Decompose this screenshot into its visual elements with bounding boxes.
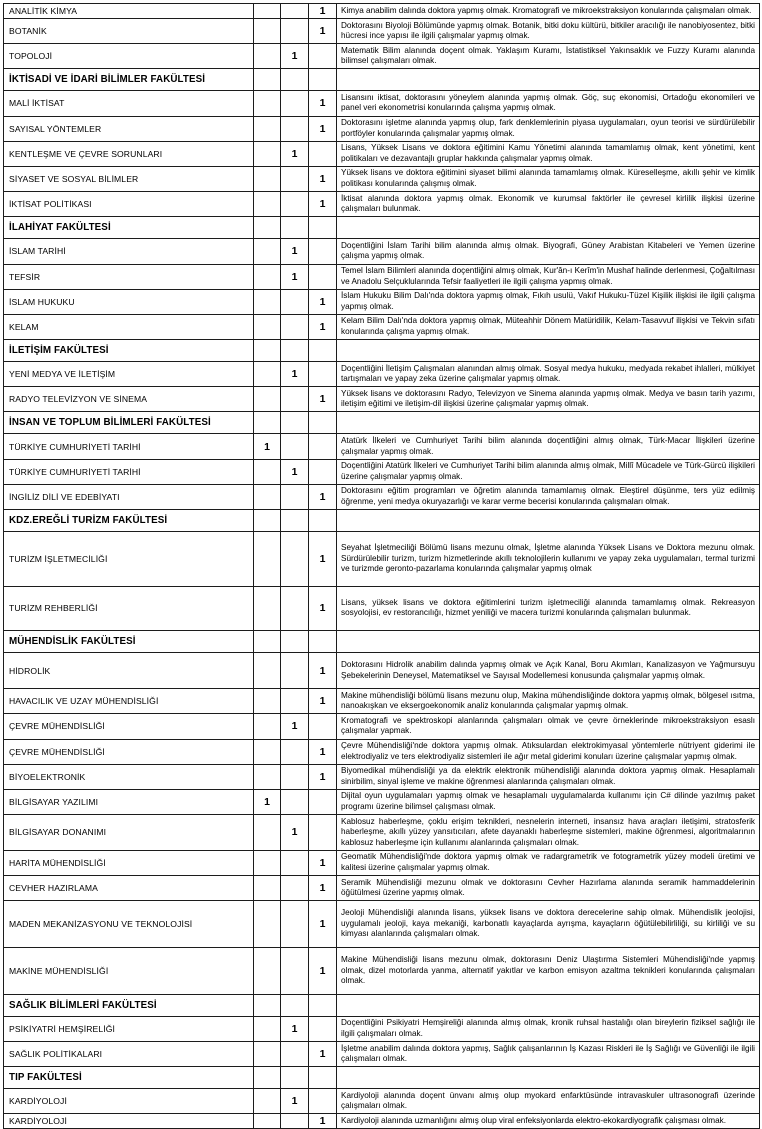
requirements-cell: İktisat alanında doktora yapmış olmak. Ekonomik ve kurumsal faktörler ile çevresel kirlilik ilişkisi üzerine çalışmaları bulunmak.: [337, 192, 760, 217]
position-count-cell-1: [254, 459, 281, 484]
requirements-cell: Kardiyoloji alanında doçent ünvanı almış olup myokard enfarktüsünde intravaskuler ultrasonografi üzerinde çalışmaları olmak.: [337, 1089, 760, 1114]
department-row: [4, 239, 760, 264]
position-count-cell-3: 1: [309, 850, 337, 875]
position-count-cell-2: 1: [281, 714, 309, 739]
position-count-cell-2: [281, 192, 309, 217]
requirements-cell: [337, 510, 760, 532]
position-count-cell-1: 1: [254, 789, 281, 814]
faculty-section-row: [4, 340, 760, 362]
requirements-cell: [337, 994, 760, 1016]
department-row: [4, 850, 760, 875]
position-count-cell-3: [309, 264, 337, 289]
position-count-cell-2: [281, 1067, 309, 1089]
position-count-cell-3: [309, 714, 337, 739]
position-count-cell-1: [254, 1114, 281, 1129]
department-name-cell: SAĞLIK POLİTİKALARI: [4, 1042, 254, 1067]
requirements-cell: Doktorasını Hidrolik anabilim dalında yapmış olmak ve Açık Kanal, Boru Akımları, Kanalizasyon ve Yağmursuyu Şebekelerinin Deneysel, Matematiksel ve Sayısal Modellemesi konusunda çalışmalar yapmış olmak.: [337, 652, 760, 688]
position-count-cell-1: [254, 1042, 281, 1067]
department-name-cell: İNGİLİZ DİLİ VE EDEBİYATI: [4, 484, 254, 509]
position-count-cell-2: 1: [281, 264, 309, 289]
position-count-cell-2: [281, 510, 309, 532]
department-row: [4, 44, 760, 69]
requirements-cell: [337, 217, 760, 239]
department-row: [4, 141, 760, 166]
department-name-cell: MALİ İKTİSAT: [4, 91, 254, 116]
department-name-cell: PSİKİYATRİ HEMŞİRELİĞİ: [4, 1016, 254, 1041]
position-count-cell-2: [281, 630, 309, 652]
position-count-cell-1: [254, 412, 281, 434]
position-count-cell-3: [309, 340, 337, 362]
department-name-cell: HAVACILIK VE UZAY MÜHENDİSLİĞİ: [4, 689, 254, 714]
department-name-cell: KARDİYOLOJİ: [4, 1089, 254, 1114]
requirements-cell: [337, 340, 760, 362]
position-count-cell-2: [281, 789, 309, 814]
position-count-cell-1: [254, 948, 281, 995]
position-count-cell-2: 1: [281, 239, 309, 264]
department-name-cell: İSLAM HUKUKU: [4, 289, 254, 314]
department-name-cell: TOPOLOJİ: [4, 44, 254, 69]
position-count-cell-2: [281, 91, 309, 116]
requirements-cell: Doçentliğini Atatürk İlkeleri ve Cumhuriyet Tarihi bilim alanında almış olmak, Millî Mücadele ve Türk-Gürcü ilişkileri üzerine çalışmalar yapmış olmak.: [337, 459, 760, 484]
department-name-cell: MADEN MEKANİZASYONU VE TEKNOLOJİSİ: [4, 901, 254, 948]
position-count-cell-1: [254, 69, 281, 91]
position-count-cell-3: [309, 1016, 337, 1041]
position-count-cell-3: 1: [309, 314, 337, 339]
position-count-cell-3: [309, 44, 337, 69]
requirements-cell: Doçentliğini İslam Tarihi bilim alanında almış olmak. Biyografi, Güney Arabistan Kitabeleri ve Yemen üzerine çalışma yapmış olmak.: [337, 239, 760, 264]
department-name-cell: RADYO TELEVİZYON VE SİNEMA: [4, 387, 254, 412]
department-row: [4, 789, 760, 814]
position-count-cell-3: [309, 362, 337, 387]
requirements-cell: Kardiyoloji alanında uzmanlığını almış olup viral enfeksiyonlarda elektro-ekokardiyografik çalışması olmak.: [337, 1114, 760, 1129]
position-count-cell-3: 1: [309, 4, 337, 19]
department-name-cell: HİDROLİK: [4, 652, 254, 688]
requirements-cell: Jeoloji Mühendisliği alanında lisans, yüksek lisans ve doktora derecelerine sahip olmak. Mühendislik jeolojisi, uygulamalı jeoloji, kaya mekaniği, karbonatlı kayaçlarda ayrışma, kayaçların öğütülebilirliliği, su kirliliği ve su kimyası alanlarında çalışmaları olmak.: [337, 901, 760, 948]
position-count-cell-1: [254, 630, 281, 652]
department-row: [4, 116, 760, 141]
requirements-cell: Doçentliğini Psikiyatri Hemşireliği alanında almış olmak, kronik ruhsal hastalığı olan bireylerin fiziksel sağlığı ile ilgili çalışmaları olmak.: [337, 1016, 760, 1041]
department-row: [4, 586, 760, 630]
department-name-cell: BOTANİK: [4, 19, 254, 44]
department-name-cell: BİYOELEKTRONİK: [4, 764, 254, 789]
department-name-cell: İKTİSAT POLİTİKASI: [4, 192, 254, 217]
position-count-cell-1: [254, 815, 281, 851]
department-name-cell: TÜRKİYE CUMHURİYETİ TARİHİ: [4, 459, 254, 484]
department-name-cell: YENİ MEDYA VE İLETİŞİM: [4, 362, 254, 387]
department-name-cell: HARİTA MÜHENDİSLİĞİ: [4, 850, 254, 875]
requirements-cell: Kelam Bilim Dalı'nda doktora yapmış olmak, Müteahhir Dönem Matüridilik, Kelam-Tasavvuf ilişkisi ve Tekvin sıfatı konularında çalışma yapmış olmak.: [337, 314, 760, 339]
position-count-cell-2: [281, 901, 309, 948]
department-name-cell: SİYASET VE SOSYAL BİLİMLER: [4, 166, 254, 191]
position-count-cell-1: [254, 217, 281, 239]
faculty-name-cell: SAĞLIK BİLİMLERİ FAKÜLTESİ: [4, 994, 254, 1016]
requirements-cell: [337, 1067, 760, 1089]
department-row: [4, 714, 760, 739]
position-count-cell-1: [254, 340, 281, 362]
position-count-cell-2: [281, 340, 309, 362]
position-count-cell-2: [281, 850, 309, 875]
position-count-cell-3: 1: [309, 1042, 337, 1067]
department-row: [4, 876, 760, 901]
requirements-cell: Matematik Bilim alanında doçent olmak. Yaklaşım Kuramı, İstatistiksel Yakınsaklık ve Fuzzy Kuramı alanında bilimsel çalışmaları olmak.: [337, 44, 760, 69]
faculty-section-row: [4, 69, 760, 91]
position-count-cell-1: [254, 1067, 281, 1089]
position-count-cell-2: [281, 19, 309, 44]
table-body: [4, 4, 760, 1129]
requirements-cell: Geomatik Mühendisliği'nde doktora yapmış olmak ve radargrametrik ve fotogrametrik yüzey modeli üretimi ve kalitesi üzerine çalışmalar yapmış olmak.: [337, 850, 760, 875]
position-count-cell-2: [281, 314, 309, 339]
department-name-cell: ÇEVRE MÜHENDİSLİĞİ: [4, 739, 254, 764]
position-count-cell-2: [281, 652, 309, 688]
position-count-cell-1: [254, 510, 281, 532]
faculty-name-cell: İNSAN VE TOPLUM BİLİMLERİ FAKÜLTESİ: [4, 412, 254, 434]
requirements-cell: Dijital oyun uygulamaları yapmış olmak ve hesaplamalı uygulamalarda kullanımı için C# dilinde yazılmış paket programı üzerine bilimsel çalışması olmak.: [337, 789, 760, 814]
position-count-cell-2: [281, 412, 309, 434]
department-row: [4, 362, 760, 387]
position-count-cell-3: [309, 789, 337, 814]
department-row: [4, 815, 760, 851]
position-count-cell-2: [281, 69, 309, 91]
position-count-cell-2: 1: [281, 362, 309, 387]
department-name-cell: TURİZM İŞLETMECİLİĞİ: [4, 532, 254, 587]
faculty-section-row: [4, 412, 760, 434]
requirements-cell: Çevre Mühendisliği'nde doktora yapmış olmak. Atıksulardan elektrokimyasal yöntemlerle nütriyent giderimi ile elektrodiyaliz ve ters elektrodiyaliz sistemleri ile ağır metal giderimi konuları üzerine çalışmalar yapmış olmak.: [337, 739, 760, 764]
position-count-cell-1: [254, 91, 281, 116]
department-row: [4, 764, 760, 789]
department-name-cell: MAKİNE MÜHENDİSLİĞİ: [4, 948, 254, 995]
position-count-cell-1: [254, 1089, 281, 1114]
position-count-cell-2: [281, 4, 309, 19]
position-count-cell-2: [281, 1042, 309, 1067]
department-row: [4, 948, 760, 995]
position-count-cell-3: [309, 510, 337, 532]
requirements-cell: Seramik Mühendisliği mezunu olmak ve doktorasını Cevher Hazırlama alanında seramik hammaddelerinin öğütülmesi üzerine yapmış olmak.: [337, 876, 760, 901]
position-count-cell-3: 1: [309, 689, 337, 714]
academic-positions-table: [3, 3, 760, 1129]
position-count-cell-2: [281, 586, 309, 630]
faculty-name-cell: İLAHİYAT FAKÜLTESİ: [4, 217, 254, 239]
department-row: [4, 901, 760, 948]
position-count-cell-2: [281, 739, 309, 764]
faculty-section-row: [4, 510, 760, 532]
department-row: [4, 739, 760, 764]
position-count-cell-2: [281, 876, 309, 901]
position-count-cell-3: [309, 630, 337, 652]
department-row: [4, 484, 760, 509]
position-count-cell-2: 1: [281, 44, 309, 69]
position-count-cell-1: [254, 362, 281, 387]
faculty-name-cell: KDZ.EREĞLİ TURİZM FAKÜLTESİ: [4, 510, 254, 532]
position-count-cell-2: [281, 532, 309, 587]
department-row: [4, 652, 760, 688]
position-count-cell-3: [309, 1067, 337, 1089]
requirements-cell: İslam Hukuku Bilim Dalı'nda doktora yapmış olmak, Fıkıh usulü, Vakıf Hukuku-Tüzel Kişilik ilişkisi ile ilgili çalışma yapmış olmak.: [337, 289, 760, 314]
department-row: [4, 387, 760, 412]
department-row: [4, 689, 760, 714]
faculty-name-cell: İKTİSADİ VE İDARİ BİLİMLER FAKÜLTESİ: [4, 69, 254, 91]
position-count-cell-1: [254, 689, 281, 714]
position-count-cell-2: 1: [281, 141, 309, 166]
position-count-cell-3: [309, 141, 337, 166]
requirements-cell: Lisans, Yüksek Lisans ve doktora eğitimini Kamu Yönetimi alanında tamamlamış olmak, kent yönetimi, kent politikaları ve dezavantajlı gruplar hakkında çalışmalar yapmış olmak.: [337, 141, 760, 166]
requirements-cell: Lisans, yüksek lisans ve doktora eğitimlerini turizm işletmeciliği alanında tamamlamış olmak. Rekreasyon sosyolojisi, ev restorancılığı, hizmet yeniliği ve macera turizmi konularında çalışmaları bulunmak.: [337, 586, 760, 630]
position-count-cell-3: 1: [309, 948, 337, 995]
position-count-cell-1: [254, 289, 281, 314]
department-row: [4, 264, 760, 289]
requirements-cell: İşletme anabilim dalında doktora yapmış, Sağlık çalışanlarının İş Kazası Riskleri ile İş Sağlığı ve Güvenliği ile ilgili çalışmaları olmak.: [337, 1042, 760, 1067]
position-count-cell-1: [254, 764, 281, 789]
requirements-cell: Biyomedikal mühendisliği ya da elektrik elektronik mühendisliği alanında doktora yapmış olmak. Hesaplamalı sinirbilim, sinyal işleme ve makine öğrenmesi alanlarında çalışmaları olmak.: [337, 764, 760, 789]
position-count-cell-2: [281, 994, 309, 1016]
position-count-cell-2: [281, 217, 309, 239]
position-count-cell-3: 1: [309, 116, 337, 141]
requirements-cell: Doktorasını eğitim programları ve öğretim alanında tamamlamış olmak. Eleştirel düşünme, ters yüz edilmiş öğrenme, yeni medya okuryazarlığı ve karar verme becerisi konularında çalışmaları olmak.: [337, 484, 760, 509]
position-count-cell-2: [281, 764, 309, 789]
position-count-cell-1: [254, 314, 281, 339]
position-count-cell-1: [254, 850, 281, 875]
position-count-cell-3: 1: [309, 764, 337, 789]
position-count-cell-3: 1: [309, 19, 337, 44]
position-count-cell-2: 1: [281, 815, 309, 851]
department-name-cell: SAYISAL YÖNTEMLER: [4, 116, 254, 141]
requirements-cell: Doçentliğini İletişim Çalışmaları alanından almış olmak. Sosyal medya hukuku, medyada rekabet ihlalleri, mülkiyet tartışmaları ve yapay zeka üzerine çalışmalar yapmış olmak.: [337, 362, 760, 387]
position-count-cell-3: 1: [309, 387, 337, 412]
position-count-cell-3: [309, 239, 337, 264]
position-count-cell-1: [254, 116, 281, 141]
position-count-cell-1: [254, 532, 281, 587]
requirements-cell: Makine mühendisliği bölümü lisans mezunu olup, Makina mühendisliğinde doktora yapmış olmak, bölgesel ısıtma, nanoakışkan ve eksergoekonomik analiz konularında çalışmalar yapmış olmak.: [337, 689, 760, 714]
position-count-cell-3: 1: [309, 652, 337, 688]
position-count-cell-1: [254, 1016, 281, 1041]
department-name-cell: TEFSİR: [4, 264, 254, 289]
position-count-cell-3: [309, 434, 337, 459]
position-count-cell-1: [254, 586, 281, 630]
position-count-cell-2: [281, 484, 309, 509]
position-count-cell-1: [254, 166, 281, 191]
position-count-cell-2: [281, 166, 309, 191]
position-count-cell-3: 1: [309, 586, 337, 630]
position-count-cell-1: [254, 264, 281, 289]
faculty-name-cell: TIP FAKÜLTESİ: [4, 1067, 254, 1089]
faculty-section-row: [4, 630, 760, 652]
position-count-cell-3: 1: [309, 166, 337, 191]
department-name-cell: BİLGİSAYAR DONANIMI: [4, 815, 254, 851]
position-count-cell-1: [254, 239, 281, 264]
position-count-cell-1: [254, 141, 281, 166]
requirements-cell: [337, 69, 760, 91]
position-count-cell-2: [281, 387, 309, 412]
position-count-cell-3: 1: [309, 91, 337, 116]
position-count-cell-1: [254, 739, 281, 764]
position-count-cell-1: [254, 44, 281, 69]
department-name-cell: CEVHER HAZIRLAMA: [4, 876, 254, 901]
requirements-cell: Kablosuz haberleşme, çoklu erişim teknikleri, nesnelerin interneti, insansız hava araçları iletişimi, stratosferik haberleşme, akıllı yüzey yansıtıcıları, afete dayanaklı haberleşme sistemleri, makine öğrenmesi, algoritmalarının kablosuz haberleşme için kullanımı alanlarında çalışmaları olmak.: [337, 815, 760, 851]
position-count-cell-3: 1: [309, 739, 337, 764]
position-count-cell-1: [254, 19, 281, 44]
position-count-cell-3: 1: [309, 484, 337, 509]
faculty-section-row: [4, 994, 760, 1016]
requirements-cell: Makine Mühendisliği lisans mezunu olmak, doktorasını Deniz Ulaştırma Sistemleri Mühendisliği'nde yapmış olmak, dizel motorlarda yanma, alternatif yakıtlar ve karbon emisyon azaltma teknikleri konularında çalışmaları olmak.: [337, 948, 760, 995]
position-count-cell-3: [309, 69, 337, 91]
position-count-cell-3: 1: [309, 876, 337, 901]
position-count-cell-2: [281, 434, 309, 459]
requirements-cell: Doktorasını Biyoloji Bölümünde yapmış olmak. Botanik, bitki doku kültürü, bitkiler aracılığı ile nanobiyosentez, bitki hücresi ince yapısı ile ilgili çalışmalar yapmış olmak.: [337, 19, 760, 44]
department-row: [4, 1016, 760, 1041]
position-count-cell-2: 1: [281, 1016, 309, 1041]
position-count-cell-3: 1: [309, 192, 337, 217]
faculty-section-row: [4, 217, 760, 239]
position-count-cell-2: [281, 689, 309, 714]
position-count-cell-1: [254, 192, 281, 217]
position-count-cell-2: 1: [281, 1089, 309, 1114]
position-count-cell-3: 1: [309, 532, 337, 587]
position-count-cell-3: 1: [309, 1114, 337, 1129]
position-count-cell-1: [254, 484, 281, 509]
position-count-cell-2: [281, 1114, 309, 1129]
position-count-cell-2: [281, 289, 309, 314]
position-count-cell-2: [281, 116, 309, 141]
faculty-name-cell: MÜHENDİSLİK FAKÜLTESİ: [4, 630, 254, 652]
position-count-cell-3: 1: [309, 289, 337, 314]
position-count-cell-3: [309, 217, 337, 239]
position-count-cell-1: [254, 901, 281, 948]
requirements-cell: Kimya anabilim dalında doktora yapmış olmak. Kromatografi ve mikroekstraksiyon konularında çalışmaları olmak.: [337, 4, 760, 19]
department-row: [4, 1042, 760, 1067]
department-row: [4, 532, 760, 587]
department-name-cell: KELAM: [4, 314, 254, 339]
position-count-cell-1: [254, 387, 281, 412]
department-row: [4, 166, 760, 191]
requirements-cell: Yüksek lisans ve doktorasını Radyo, Televizyon ve Sinema alanında yapmış olmak. Medya ve basın tarih yazımı, iletişim eğitimi ve iletişim-dil ilişkisi üzerine çalışmalar yapmış olmak.: [337, 387, 760, 412]
requirements-cell: Doktorasını işletme alanında yapmış olup, fark denklemlerinin piyasa uygulamaları, oyun teorisi ve sürdürülebilir portföyler konularında çalışmalar yapmış olmak.: [337, 116, 760, 141]
department-row: [4, 19, 760, 44]
position-count-cell-1: [254, 994, 281, 1016]
position-count-cell-1: 1: [254, 434, 281, 459]
department-row: [4, 289, 760, 314]
department-name-cell: BİLGİSAYAR YAZILIMI: [4, 789, 254, 814]
department-name-cell: TÜRKİYE CUMHURİYETİ TARİHİ: [4, 434, 254, 459]
position-count-cell-3: [309, 1089, 337, 1114]
department-row: [4, 91, 760, 116]
position-count-cell-2: [281, 948, 309, 995]
department-name-cell: ANALİTİK KİMYA: [4, 4, 254, 19]
department-row: [4, 459, 760, 484]
requirements-cell: [337, 630, 760, 652]
position-count-cell-1: [254, 876, 281, 901]
faculty-name-cell: İLETİŞİM FAKÜLTESİ: [4, 340, 254, 362]
faculty-section-row: [4, 1067, 760, 1089]
requirements-cell: Yüksek lisans ve doktora eğitimini siyaset bilimi alanında tamamlamış olmak. Küreselleşme, akıllı şehir ve kimlik politikası konularında çalışmış olmak.: [337, 166, 760, 191]
department-row: [4, 314, 760, 339]
position-count-cell-3: [309, 815, 337, 851]
position-count-cell-1: [254, 652, 281, 688]
position-count-cell-3: [309, 412, 337, 434]
department-name-cell: KARDİYOLOJİ: [4, 1114, 254, 1129]
position-count-cell-3: [309, 994, 337, 1016]
requirements-cell: Lisansını iktisat, doktorasını yöneylem alanında yapmış olmak. Göç, suç ekonomisi, Ortadoğu ekonomileri ve panel veri ekonometrisi konularında çalışma yapmış olmak.: [337, 91, 760, 116]
position-count-cell-3: [309, 459, 337, 484]
position-count-cell-3: 1: [309, 901, 337, 948]
requirements-cell: [337, 412, 760, 434]
department-name-cell: İSLAM TARİHİ: [4, 239, 254, 264]
requirements-cell: Temel İslam Bilimleri alanında doçentliğini almış olmak, Kur'ân-ı Kerîm'in Mushaf halinde derlenmesi, Çoğaltılması ve Anadolu Selçuklularında Tefsir faaliyetleri ile ilgili çalışma yapmış olmak.: [337, 264, 760, 289]
position-count-cell-2: 1: [281, 459, 309, 484]
position-count-cell-1: [254, 714, 281, 739]
department-name-cell: KENTLEŞME VE ÇEVRE SORUNLARI: [4, 141, 254, 166]
requirements-cell: Atatürk İlkeleri ve Cumhuriyet Tarihi bilim alanında doçentliğini almış olmak, Türk-Macar İlişkileri üzerine çalışmalar yapmış olmak.: [337, 434, 760, 459]
requirements-cell: Kromatografi ve spektroskopi alanlarında çalışmaları olmak ve çevre örneklerinde mikroekstraksiyon esaslı çalışmalar yapmak.: [337, 714, 760, 739]
department-name-cell: TURİZM REHBERLİĞİ: [4, 586, 254, 630]
requirements-cell: Seyahat İşletmeciliği Bölümü lisans mezunu olmak, İşletme alanında Yüksek Lisans ve Doktora mezunu olmak. Sürdürülebilir turizm, turizm hizmetlerinde akıllı teknolojilerin kullanımı ve yapay zeka uygulamaları, termal turizmi ve turizmde geronto-pazarlama konularında çalışmalar yapmış olmak: [337, 532, 760, 587]
department-row: [4, 1089, 760, 1114]
department-row: [4, 4, 760, 19]
department-row: [4, 192, 760, 217]
department-name-cell: ÇEVRE MÜHENDİSLİĞİ: [4, 714, 254, 739]
position-count-cell-1: [254, 4, 281, 19]
department-row: [4, 434, 760, 459]
department-row: [4, 1114, 760, 1129]
